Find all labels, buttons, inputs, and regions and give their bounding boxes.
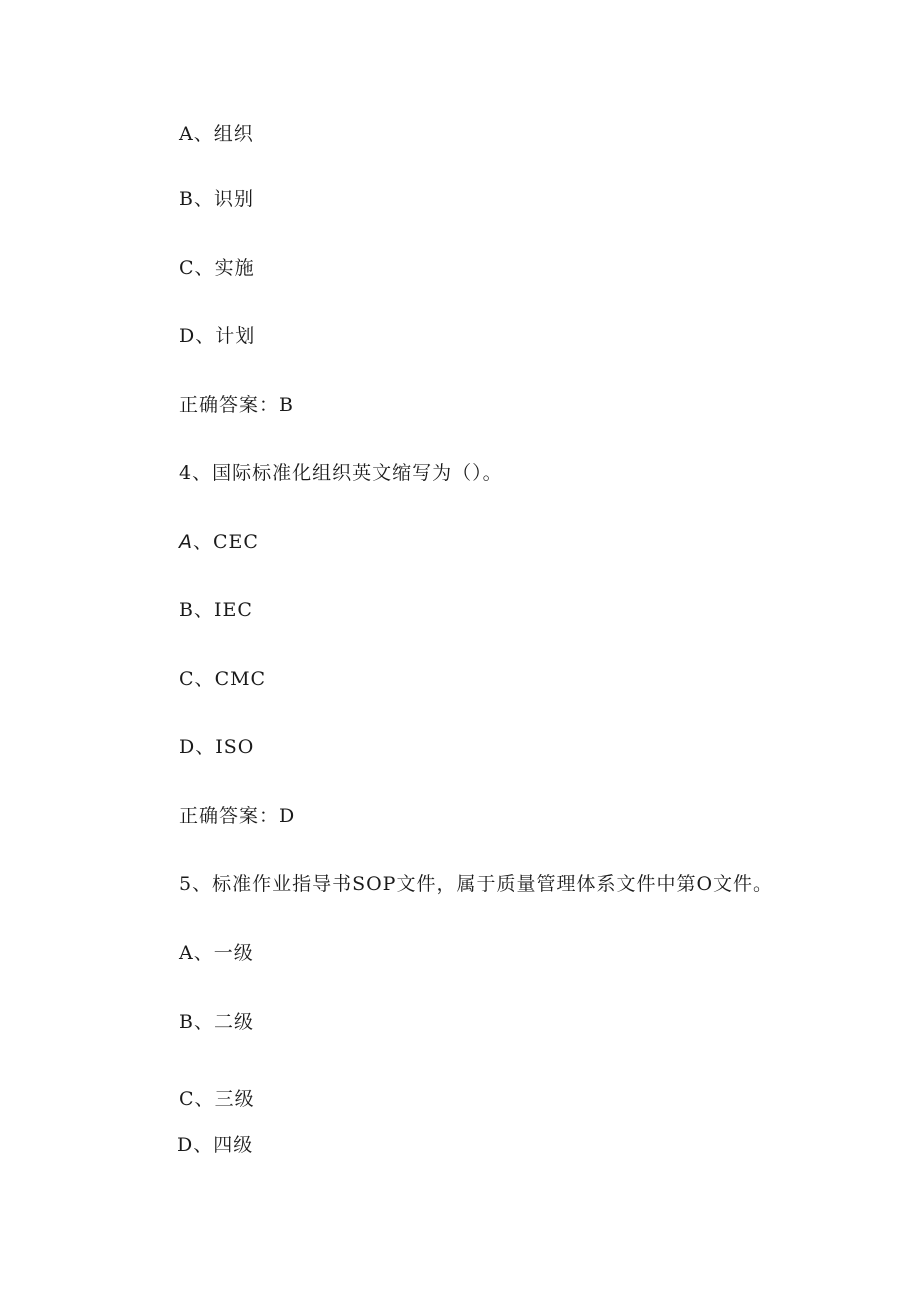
q5-option-a — [179, 941, 254, 965]
q4-question: 4、国际标准化组织英文缩写为（）。 — [179, 462, 503, 484]
option-separator: 、 — [195, 325, 216, 347]
option-separator: 、 — [193, 123, 214, 145]
q4-option-a — [179, 530, 259, 554]
option-text: IEC — [213, 599, 253, 621]
option-separator: 、 — [195, 736, 216, 758]
option-separator: 、 — [193, 188, 214, 210]
q4-option-b — [179, 598, 253, 622]
option-letter: B — [179, 599, 194, 621]
option-separator: 、 — [193, 942, 214, 964]
option-separator: 、 — [193, 1134, 214, 1156]
q3-option-a — [179, 122, 254, 146]
q4-correct-answer: 正确答案：D — [179, 805, 296, 827]
q5-option-d — [177, 1133, 253, 1157]
option-separator: 、 — [194, 257, 215, 279]
option-separator: 、 — [193, 1011, 214, 1033]
q5-option-c — [179, 1087, 255, 1111]
option-text: 组织 — [213, 123, 254, 145]
q4-option-c — [179, 667, 266, 691]
q3-option-b — [179, 187, 254, 211]
option-text: 二级 — [213, 1011, 254, 1033]
option-text: 三级 — [214, 1088, 255, 1110]
option-text: 一级 — [213, 942, 254, 964]
option-letter: A — [179, 531, 193, 553]
option-letter: A — [179, 942, 194, 964]
q3-option-c — [179, 256, 255, 280]
option-letter: C — [179, 257, 195, 279]
option-text: CEC — [213, 531, 259, 553]
option-separator: 、 — [193, 599, 214, 621]
option-text: CMC — [214, 668, 267, 690]
q5-option-b — [179, 1010, 254, 1034]
option-letter: D — [179, 736, 196, 758]
option-text: 实施 — [214, 257, 255, 279]
option-separator: 、 — [194, 1088, 215, 1110]
q5-question: 5、标准作业指导书SOP文件，属于质量管理体系文件中第O文件。 — [179, 873, 774, 895]
q3-option-d — [179, 324, 255, 348]
option-separator: 、 — [194, 668, 215, 690]
q3-correct-answer: 正确答案：B — [179, 394, 294, 416]
option-text: 计划 — [215, 325, 256, 347]
option-letter: B — [179, 1011, 194, 1033]
option-text: 四级 — [213, 1134, 254, 1156]
option-letter: D — [177, 1134, 194, 1156]
q4-option-d — [179, 735, 254, 759]
option-letter: A — [179, 123, 194, 145]
option-text: ISO — [215, 736, 255, 758]
option-separator: 、 — [193, 531, 214, 553]
option-letter: D — [179, 325, 196, 347]
option-text: 识别 — [213, 188, 254, 210]
option-letter: C — [179, 1088, 195, 1110]
option-letter: B — [179, 188, 194, 210]
option-letter: C — [179, 668, 195, 690]
